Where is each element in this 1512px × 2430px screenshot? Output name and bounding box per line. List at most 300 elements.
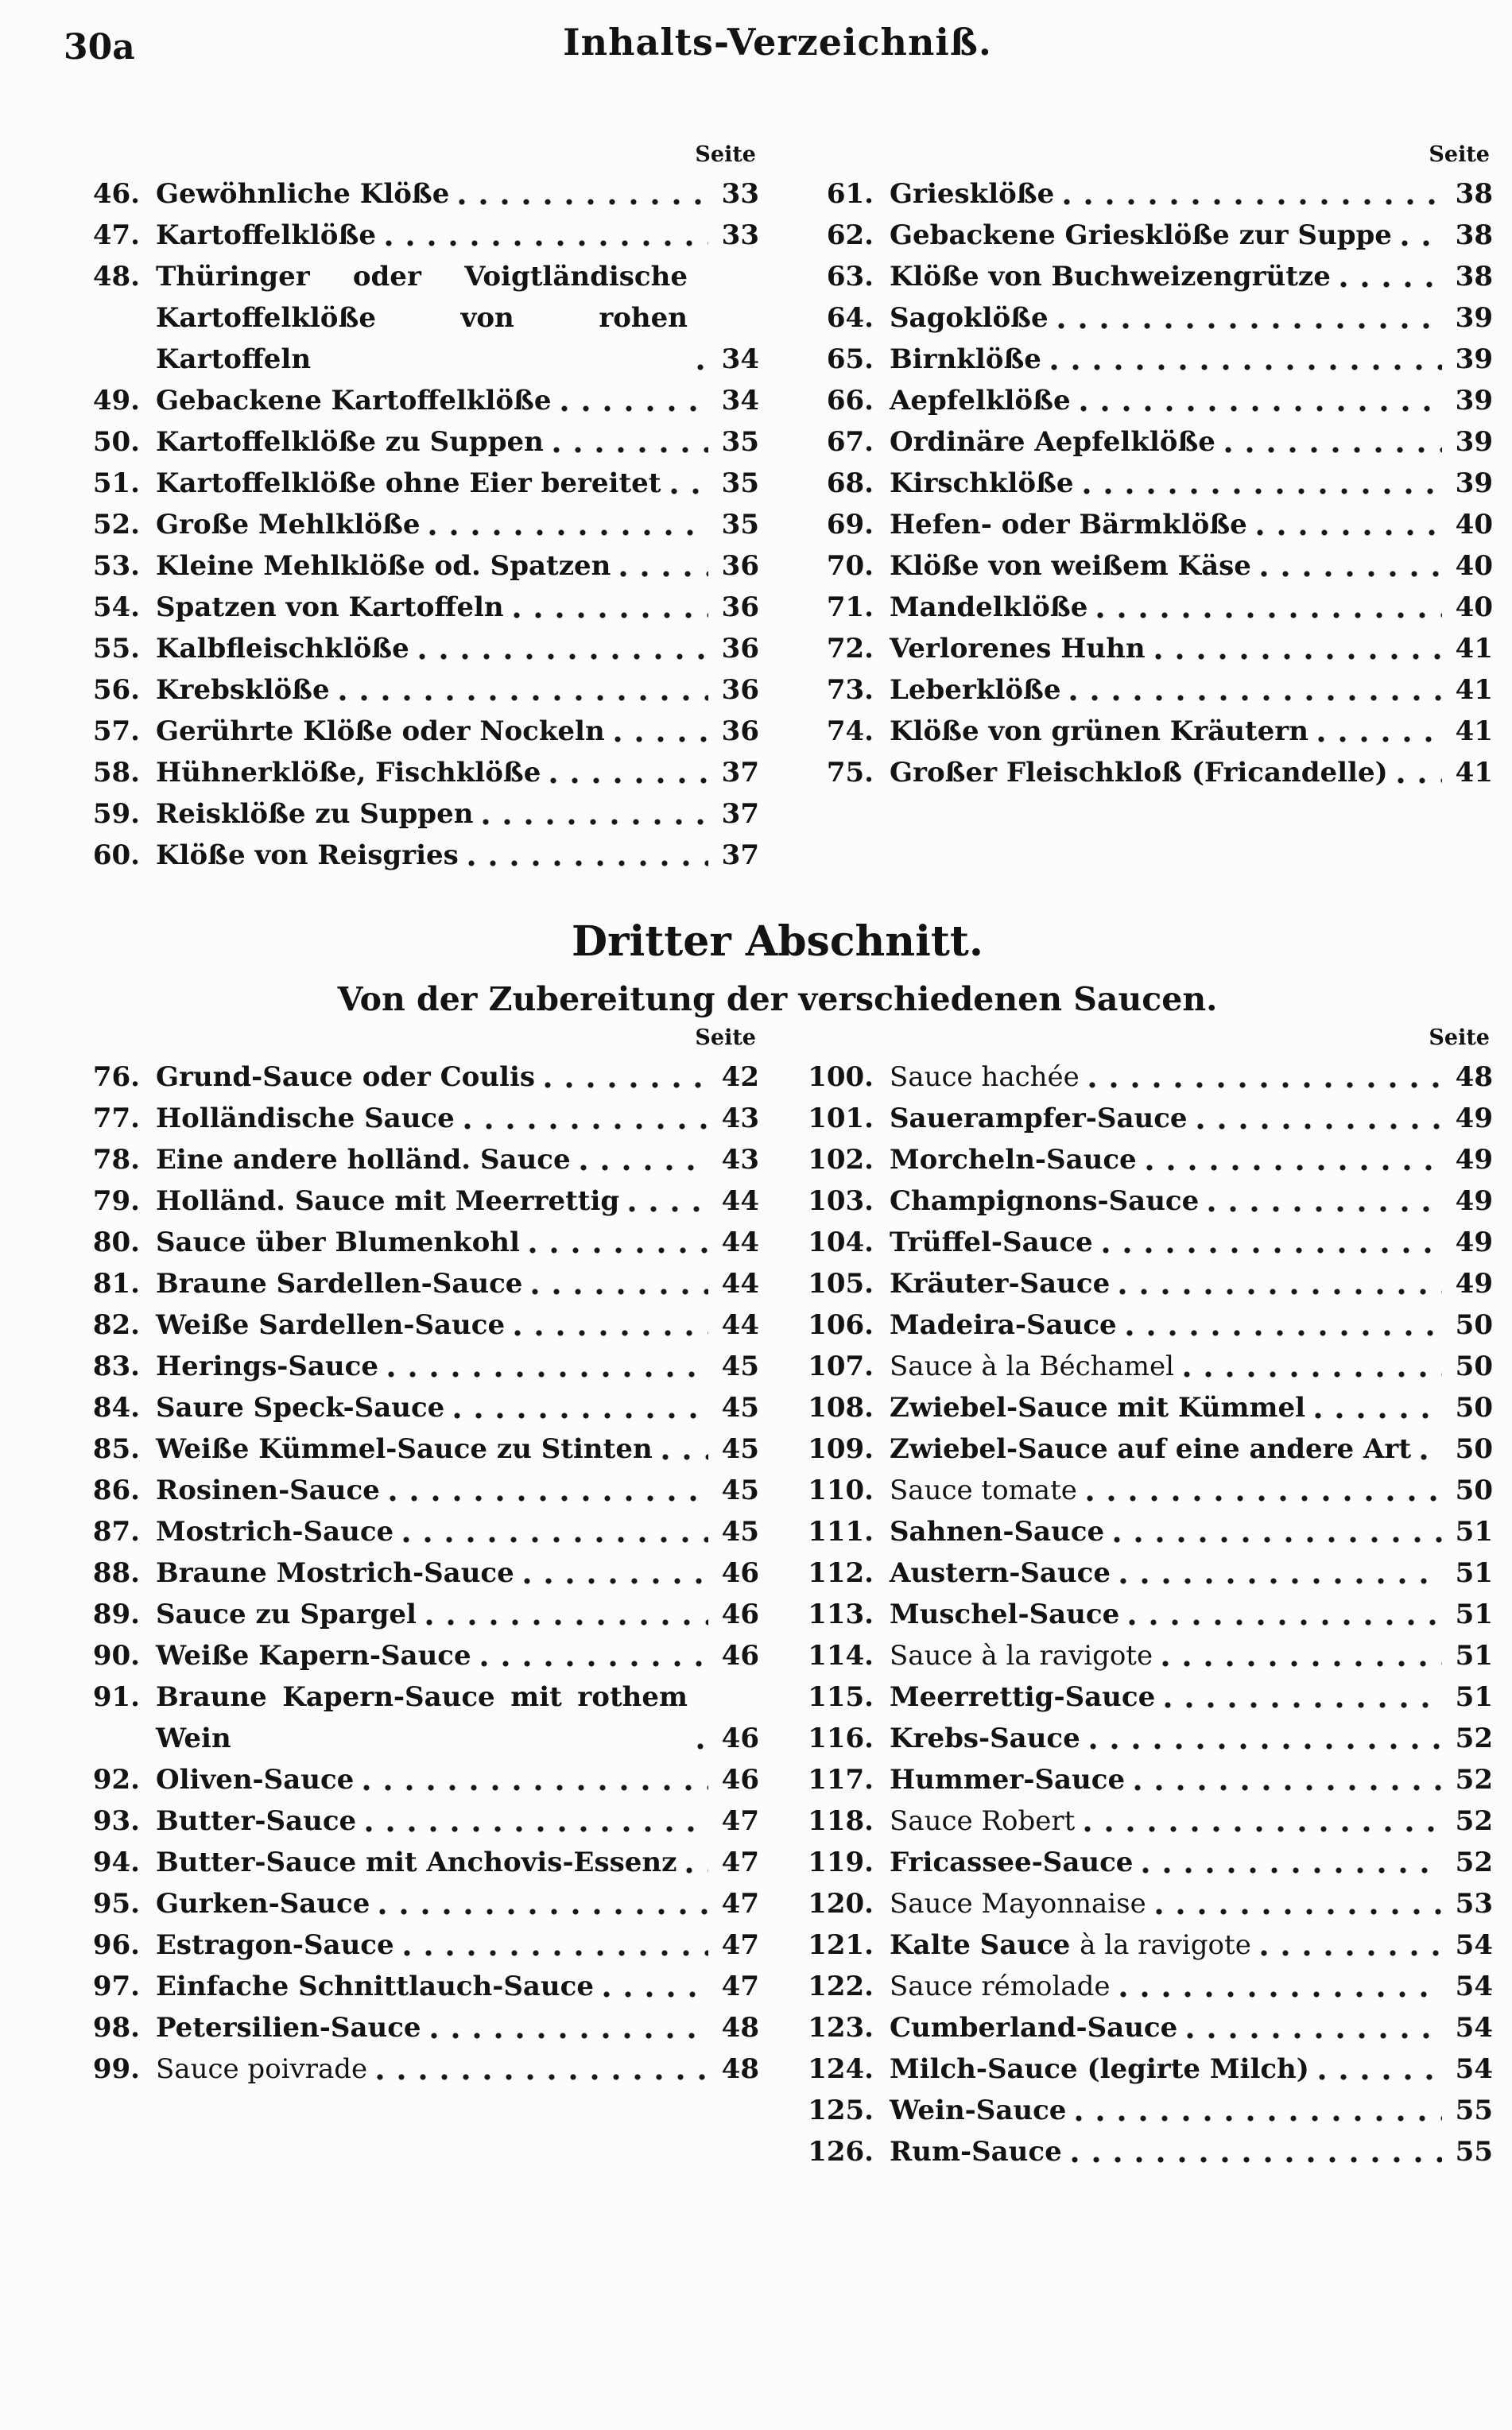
dot-leader xyxy=(1134,1783,1442,1793)
entry-number: 107. xyxy=(808,1351,874,1382)
entry-title: Mostrich-Sauce xyxy=(156,1516,394,1548)
entry-page: 45 xyxy=(721,1351,759,1382)
entry-title: Butter-Sauce mit Anchovis-Essenz xyxy=(156,1847,677,1878)
entry-number: 71. xyxy=(826,591,874,623)
dot-leader xyxy=(1208,1204,1442,1215)
entry-number: 116. xyxy=(808,1723,874,1754)
entry-page: 46 xyxy=(721,1640,759,1672)
entry-title: Birnklöße xyxy=(890,343,1041,375)
dot-leader xyxy=(614,734,708,745)
entry-page: 52 xyxy=(1455,1805,1493,1837)
entry-body xyxy=(156,1635,759,1676)
dot-leader xyxy=(1165,1700,1442,1711)
dot-leader xyxy=(390,1494,708,1504)
toc-entry xyxy=(62,587,759,628)
entry-number: 92. xyxy=(92,1764,140,1796)
entry-number: 53. xyxy=(92,550,140,582)
entry-body xyxy=(890,1800,1493,1842)
page-header xyxy=(62,21,1493,73)
entry-page: 50 xyxy=(1455,1475,1493,1506)
dot-leader xyxy=(580,1163,708,1173)
entry-number: 62. xyxy=(826,219,874,251)
entry-number: 113. xyxy=(808,1599,874,1630)
toc-entry xyxy=(796,711,1493,752)
entry-title: Muschel-Sauce xyxy=(890,1599,1120,1630)
toc-entry xyxy=(796,1842,1493,1883)
entry-title: Reisklöße zu Suppen xyxy=(156,798,474,830)
entry-number: 56. xyxy=(92,674,140,706)
entry-body xyxy=(156,1759,759,1800)
toc-entry xyxy=(62,1552,759,1594)
entry-title: Sagoklöße xyxy=(890,302,1049,334)
entry-title: Hühnerklöße, Fischklöße xyxy=(156,757,541,789)
entry-page: 54 xyxy=(1455,1929,1493,1961)
entry-body xyxy=(890,1222,1493,1263)
entry-body xyxy=(156,2007,759,2048)
entry-body xyxy=(890,1676,1493,1718)
entry-body xyxy=(890,1056,1493,1098)
entry-number: 86. xyxy=(92,1475,140,1506)
seite-label: Seite xyxy=(1429,1025,1490,1050)
dot-leader xyxy=(629,1204,708,1215)
entry-page: 47 xyxy=(721,1805,759,1837)
seite-label: Seite xyxy=(1429,142,1490,167)
entry-page: 48 xyxy=(721,2012,759,2044)
entry-number: 61. xyxy=(826,178,874,210)
entry-page: 39 xyxy=(1455,426,1493,458)
entry-body xyxy=(156,793,759,835)
entry-title: Estragon-Sauce xyxy=(156,1929,394,1961)
entry-number: 100. xyxy=(808,1061,874,1093)
entry-body xyxy=(156,1304,759,1346)
entry-title: Wein-Sauce xyxy=(890,2095,1067,2126)
entry-body xyxy=(156,1552,759,1594)
toc-entry xyxy=(62,835,759,876)
toc-entry xyxy=(62,1222,759,1263)
entry-body xyxy=(156,1056,759,1098)
entry-body xyxy=(890,173,1493,215)
toc-entry xyxy=(796,297,1493,339)
toc-entry xyxy=(796,463,1493,504)
entry-number: 82. xyxy=(92,1309,140,1341)
entry-title: Oliven-Sauce xyxy=(156,1764,355,1796)
dot-leader xyxy=(1051,362,1442,373)
entry-body xyxy=(890,463,1493,504)
entry-title: Klöße von Reisgries xyxy=(156,839,459,871)
toc-entry xyxy=(796,1263,1493,1304)
entry-body xyxy=(890,1718,1493,1759)
dot-leader xyxy=(514,1328,708,1339)
entry-body xyxy=(890,1304,1493,1346)
toc-entry xyxy=(796,1594,1493,1635)
entry-body xyxy=(890,1098,1493,1139)
entry-body xyxy=(890,1387,1493,1428)
entry-title: Kartoffelklöße zu Suppen xyxy=(156,426,544,458)
dot-leader xyxy=(483,817,708,827)
dot-leader xyxy=(532,1287,708,1297)
entry-title: Hummer-Sauce xyxy=(890,1764,1126,1796)
entry-body xyxy=(890,2048,1493,2090)
entry-number: 75. xyxy=(826,757,874,789)
entry-number: 57. xyxy=(92,715,140,747)
dot-leader xyxy=(1197,1122,1442,1132)
entry-page: 35 xyxy=(721,467,759,499)
entry-title: Leberklöße xyxy=(890,674,1061,706)
toc-entry xyxy=(62,1180,759,1222)
toc-entry xyxy=(62,463,759,504)
entry-number: 63. xyxy=(826,261,874,293)
entry-body xyxy=(156,256,759,380)
dot-leader xyxy=(514,610,708,621)
entry-page: 39 xyxy=(1455,385,1493,417)
toc-entry xyxy=(796,1924,1493,1966)
entry-title: Kräuter-Sauce xyxy=(890,1268,1111,1300)
entry-title: Kirschklöße xyxy=(890,467,1074,499)
entry-title: Zwiebel-Sauce auf eine andere Art xyxy=(890,1433,1412,1465)
entry-number: 67. xyxy=(826,426,874,458)
entry-number: 66. xyxy=(826,385,874,417)
dot-leader xyxy=(429,528,708,538)
entry-page: 40 xyxy=(1455,550,1493,582)
entry-page: 44 xyxy=(721,1268,759,1300)
toc-entry xyxy=(796,669,1493,711)
entry-title: Madeira-Sauce xyxy=(890,1309,1117,1341)
entry-body xyxy=(156,463,759,504)
entry-page: 52 xyxy=(1455,1847,1493,1878)
seite-label: Seite xyxy=(695,1025,756,1050)
entry-number: 125. xyxy=(808,2095,874,2126)
entry-number: 122. xyxy=(808,1971,874,2002)
entry-number: 115. xyxy=(808,1681,874,1713)
entry-number: 90. xyxy=(92,1640,140,1672)
dot-leader xyxy=(404,1948,708,1959)
entry-page: 52 xyxy=(1455,1764,1493,1796)
entry-page: 47 xyxy=(721,1847,759,1878)
entry-page: 41 xyxy=(1455,757,1493,789)
entry-list xyxy=(796,1056,1493,2172)
entry-title: Weiße Sardellen-Sauce xyxy=(156,1309,506,1341)
dot-leader xyxy=(1089,1080,1442,1091)
entry-number: 106. xyxy=(808,1309,874,1341)
entry-number: 70. xyxy=(826,550,874,582)
entry-title: Kartoffelklöße ohne Eier bereitet xyxy=(156,467,661,499)
entry-body xyxy=(890,2007,1493,2048)
entry-title: Rosinen-Sauce xyxy=(156,1475,380,1506)
entry-number: 111. xyxy=(808,1516,874,1548)
entry-page: 34 xyxy=(721,343,759,375)
toc-entry xyxy=(62,2048,759,2090)
entry-number: 88. xyxy=(92,1557,140,1589)
entry-page: 51 xyxy=(1455,1640,1493,1672)
entry-number: 59. xyxy=(92,798,140,830)
entry-number: 74. xyxy=(826,715,874,747)
entry-title: Krebsklöße xyxy=(156,674,330,706)
page-title: Inhalts-Verzeichniß. xyxy=(563,21,992,64)
toc-entry xyxy=(62,173,759,215)
entry-body xyxy=(890,1263,1493,1304)
entry-number: 102. xyxy=(808,1144,874,1176)
dot-leader xyxy=(1421,1452,1442,1463)
entry-page: 53 xyxy=(1455,1888,1493,1920)
entry-page: 49 xyxy=(1455,1227,1493,1258)
entry-number: 97. xyxy=(92,1971,140,2002)
entry-body xyxy=(890,215,1493,256)
entry-number: 124. xyxy=(808,2053,874,2085)
entry-page: 47 xyxy=(721,1888,759,1920)
entry-number: 72. xyxy=(826,633,874,665)
toc-entry xyxy=(796,380,1493,421)
entry-page: 51 xyxy=(1455,1681,1493,1713)
dot-leader xyxy=(1064,197,1442,207)
entry-number: 79. xyxy=(92,1185,140,1217)
dot-leader xyxy=(1084,1824,1442,1835)
dot-leader xyxy=(1084,486,1442,497)
toc-entry xyxy=(796,1428,1493,1470)
entry-body xyxy=(890,1428,1493,1470)
entry-page: 39 xyxy=(1455,467,1493,499)
entry-title: Mandelklöße xyxy=(890,591,1088,623)
entry-title: Cumberland-Sauce xyxy=(890,2012,1178,2044)
entry-number: 91. xyxy=(92,1681,140,1713)
entry-title: Klöße von weißem Käse xyxy=(890,550,1251,582)
entry-number: 46. xyxy=(92,178,140,210)
entry-body xyxy=(156,1263,759,1304)
entry-number: 68. xyxy=(826,467,874,499)
entry-body xyxy=(890,1842,1493,1883)
dot-leader xyxy=(553,445,708,455)
toc-entry xyxy=(796,545,1493,587)
entry-page: 38 xyxy=(1455,261,1493,293)
entry-body xyxy=(890,1511,1493,1552)
toc-entry xyxy=(796,587,1493,628)
dot-leader xyxy=(1119,1287,1442,1297)
toc-entry xyxy=(62,1800,759,1842)
toc-entry xyxy=(796,1470,1493,1511)
toc-entry xyxy=(62,1139,759,1180)
entry-body xyxy=(890,711,1493,752)
entry-page: 43 xyxy=(721,1103,759,1134)
dot-leader xyxy=(388,1370,708,1380)
entry-body xyxy=(156,1883,759,1924)
dot-leader xyxy=(1103,1246,1442,1256)
toc-column-left xyxy=(62,1025,759,2172)
entry-body xyxy=(890,1139,1493,1180)
entry-title: Verlorenes Huhn xyxy=(890,633,1146,665)
toc-entry xyxy=(62,1428,759,1470)
entry-page: 50 xyxy=(1455,1309,1493,1341)
dot-leader xyxy=(1080,404,1442,414)
entry-title: Klöße von Buchweizengrütze xyxy=(890,261,1331,293)
entry-page: 46 xyxy=(721,1557,759,1589)
toc-entry xyxy=(62,669,759,711)
toc-column-right xyxy=(796,141,1493,876)
entry-page: 50 xyxy=(1455,1433,1493,1465)
entry-title: Sauce rémolade xyxy=(890,1971,1111,2002)
entry-body xyxy=(156,1511,759,1552)
entry-body xyxy=(156,2048,759,2090)
dot-leader xyxy=(454,1411,708,1421)
entry-body xyxy=(156,1800,759,1842)
entry-number: 105. xyxy=(808,1268,874,1300)
dot-leader xyxy=(1402,238,1442,249)
entry-number: 104. xyxy=(808,1227,874,1258)
entry-page: 47 xyxy=(721,1971,759,2002)
entry-number: 48. xyxy=(92,261,140,293)
entry-page: 54 xyxy=(1455,2012,1493,2044)
toc-entry xyxy=(62,1966,759,2007)
toc-entry xyxy=(62,1470,759,1511)
dot-leader xyxy=(561,404,709,414)
dot-leader xyxy=(671,486,709,497)
toc-entry xyxy=(796,1552,1493,1594)
entry-title: Eine andere holländ. Sauce xyxy=(156,1144,571,1176)
entry-body xyxy=(890,752,1493,793)
dot-leader xyxy=(1146,1163,1442,1173)
dot-leader xyxy=(1076,2114,1442,2124)
entry-body xyxy=(890,504,1493,545)
entry-title: Braune Kapern-Sauce mit rothem Wein xyxy=(156,1681,688,1754)
entry-title: Herings-Sauce xyxy=(156,1351,378,1382)
entry-number: 50. xyxy=(92,426,140,458)
toc-entry xyxy=(796,2048,1493,2090)
entry-body xyxy=(890,1883,1493,1924)
toc-entry xyxy=(62,1098,759,1139)
entry-body xyxy=(156,752,759,793)
toc-entry xyxy=(796,1346,1493,1387)
entry-body xyxy=(156,1594,759,1635)
entry-page: 38 xyxy=(1455,178,1493,210)
dot-leader xyxy=(545,1080,708,1091)
toc-entry xyxy=(796,421,1493,463)
dot-leader xyxy=(379,1907,708,1917)
entry-number: 77. xyxy=(92,1103,140,1134)
entry-page: 49 xyxy=(1455,1144,1493,1176)
entry-body xyxy=(156,669,759,711)
toc-block-kloesse xyxy=(62,141,1493,876)
dot-leader xyxy=(1225,445,1442,455)
entry-number: 64. xyxy=(826,302,874,334)
entry-page: 46 xyxy=(721,1599,759,1630)
toc-entry xyxy=(796,256,1493,297)
entry-number: 108. xyxy=(808,1392,874,1424)
entry-page: 51 xyxy=(1455,1516,1493,1548)
entry-body xyxy=(156,1346,759,1387)
entry-number: 81. xyxy=(92,1268,140,1300)
entry-page: 48 xyxy=(721,2053,759,2085)
entry-title: Sauce Mayonnaise xyxy=(890,1888,1146,1920)
entry-title: Sauce hachée xyxy=(890,1061,1080,1093)
entry-page: 40 xyxy=(1455,591,1493,623)
entry-body xyxy=(156,1676,759,1759)
entry-page: 50 xyxy=(1455,1351,1493,1382)
entry-title: Milch-Sauce (legirte Milch) xyxy=(890,2053,1309,2085)
section-subtitle: Von der Zubereitung der verschiedenen Saucen. xyxy=(337,980,1218,1018)
dot-leader xyxy=(1184,1370,1442,1380)
entry-page: 40 xyxy=(1455,509,1493,541)
dot-leader xyxy=(1097,610,1442,621)
toc-entry xyxy=(796,215,1493,256)
entry-title: Fricassee-Sauce xyxy=(890,1847,1134,1878)
entry-page: 41 xyxy=(1455,674,1493,706)
entry-page: 37 xyxy=(721,839,759,871)
entry-title: Rum-Sauce xyxy=(890,2136,1062,2168)
toc-entry xyxy=(796,1387,1493,1428)
dot-leader xyxy=(1126,1328,1442,1339)
entry-number: 120. xyxy=(808,1888,874,1920)
entry-number: 118. xyxy=(808,1805,874,1837)
toc-entry xyxy=(62,2007,759,2048)
toc-entry xyxy=(62,256,759,380)
entry-title: Trüffel-Sauce xyxy=(890,1227,1093,1258)
entry-number: 47. xyxy=(92,219,140,251)
entry-title: Aepfelklöße xyxy=(890,385,1071,417)
dot-leader xyxy=(377,2072,708,2083)
entry-body xyxy=(890,1966,1493,2007)
toc-entry xyxy=(796,1304,1493,1346)
entry-title: Sauerampfer-Sauce xyxy=(890,1103,1188,1134)
entry-title: Einfache Schnittlauch-Sauce xyxy=(156,1971,594,2002)
dot-leader xyxy=(697,1742,708,1752)
entry-body xyxy=(156,1098,759,1139)
entry-number: 121. xyxy=(808,1929,874,1961)
entry-body xyxy=(890,1470,1493,1511)
entry-body xyxy=(156,1387,759,1428)
dot-leader xyxy=(403,1535,708,1545)
entry-body xyxy=(890,339,1493,380)
entry-page: 36 xyxy=(721,550,759,582)
dot-leader xyxy=(1261,569,1442,579)
toc-entry xyxy=(62,1346,759,1387)
toc-entry xyxy=(796,2007,1493,2048)
entry-number: 109. xyxy=(808,1433,874,1465)
toc-entry xyxy=(796,1759,1493,1800)
entry-body xyxy=(890,380,1493,421)
entry-page: 41 xyxy=(1455,633,1493,665)
dot-leader xyxy=(1340,280,1442,290)
entry-page: 48 xyxy=(1455,1061,1493,1093)
entry-title: Gebackene Griesklöße zur Suppe xyxy=(890,219,1392,251)
toc-entry xyxy=(62,545,759,587)
entry-body xyxy=(890,297,1493,339)
dot-leader xyxy=(1261,1948,1442,1959)
entry-body xyxy=(156,1470,759,1511)
dot-leader xyxy=(1114,1535,1442,1545)
entry-title-roman: à la ravigote xyxy=(1080,1929,1251,1961)
dot-leader xyxy=(339,693,708,703)
entry-number: 101. xyxy=(808,1103,874,1134)
entry-body xyxy=(156,1924,759,1966)
entry-body xyxy=(156,1842,759,1883)
entry-title: Sauce Robert xyxy=(890,1805,1076,1837)
entry-number: 98. xyxy=(92,2012,140,2044)
entry-body xyxy=(890,2090,1493,2131)
entry-title: Sauce poivrade xyxy=(156,2053,368,2085)
toc-entry xyxy=(62,752,759,793)
toc-entry xyxy=(796,1966,1493,2007)
toc-entry xyxy=(796,1883,1493,1924)
entry-body xyxy=(890,1924,1493,1966)
dot-leader xyxy=(386,238,708,249)
toc-entry xyxy=(62,1387,759,1428)
entry-title: Kalbfleischklöße xyxy=(156,633,409,665)
entry-page: 51 xyxy=(1455,1599,1493,1630)
entry-body xyxy=(156,835,759,876)
toc-entry xyxy=(796,752,1493,793)
toc-entry xyxy=(62,628,759,669)
dot-leader xyxy=(1156,1907,1442,1917)
entry-page: 36 xyxy=(721,591,759,623)
dot-leader xyxy=(459,197,708,207)
